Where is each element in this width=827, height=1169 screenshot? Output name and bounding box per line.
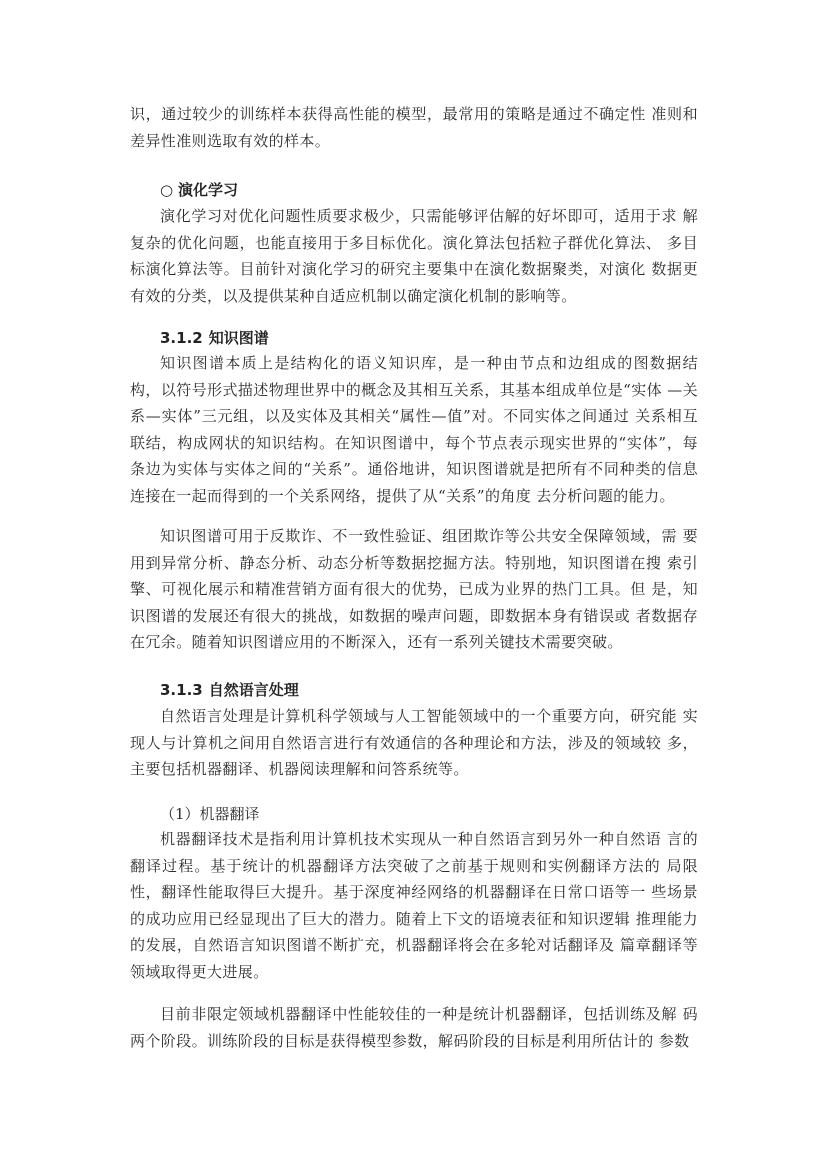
paragraph-evolutionary-learning: 演化学习对优化问题性质要求极少，只需能够评估解的好坏即可，适用于求 解复杂的优化问题，也能直接用于多目标优化。演化算法包括粒子群优化算法、 多目标演化算法等。目前针对演化学习的研究主要集中在演化数据聚类，对演化 数据更有效的分类，以及提供某种自适应机制以确定演化机制的影响等。 [130, 207, 698, 305]
paragraph-machine-translation: 机器翻译技术是指利用计算机技术实现从一种自然语言到另外一种自然语 言的翻译过程。基于统计的机器翻译方法突破了之前基于规则和实例翻译方法的 局限性，翻译性能取得巨大提升。基于深度神经网络的机器翻译在日常口语等一 些场景的成功应用已经显现出了巨大的潜力。随着上下文的语境表征和知识逻辑 推理能力的发展，自然语言知识图谱不断扩充，机器翻译将会在多轮对话翻译及 篇章翻译等领域取得更大进展。 [130, 830, 698, 981]
section-number: 3.1.2 [160, 329, 203, 347]
paragraph-nlp-definition: 自然语言处理是计算机科学领域与人工智能领域中的一个重要方向，研究能 实现人与计算机之间用自然语言进行有效通信的各种理论和方法，涉及的领域较 多，主要包括机器翻译、机器阅读理解和问答系统等。 [130, 707, 698, 778]
paragraph-statistical-mt: 目前非限定领域机器翻译中性能较佳的一种是统计机器翻译，包括训练及解 码两个阶段。训练阶段的目标是获得模型参数，解码阶段的目标是利用所估计的 参数 [130, 1005, 698, 1050]
heading-knowledge-graph [160, 326, 269, 350]
heading-text: 自然语言处理 [208, 681, 299, 699]
heading-natural-language-processing [160, 678, 299, 702]
subheading-machine-translation: （1）机器翻译 [160, 805, 260, 823]
paragraph-knowledge-graph-applications: 知识图谱可用于反欺诈、不一致性验证、组团欺诈等公共安全保障领域，需 要用到异常分析、静态分析、动态分析等数据挖掘方法。特别地，知识图谱在搜 索引擎、可视化展示和精准营销方面有很大的优势，已成为业界的热门工具。但 是，知识图谱的发展还有很大的挑战，如数据的噪声问题，即数据本身有错误或 者数据存在冗余。随着知识图谱应用的不断深入，还有一系列关键技术需要突破。 [130, 527, 698, 651]
heading-evolutionary-learning [160, 178, 238, 202]
bullet-circle-icon: ○ [160, 181, 174, 199]
heading-text: 知识图谱 [208, 329, 269, 347]
heading-text: 演化学习 [178, 181, 239, 199]
paragraph-active-learning-end: 识，通过较少的训练样本获得高性能的模型，最常用的策略是通过不确定性 准则和差异性准则选取有效的样本。 [130, 105, 698, 150]
paragraph-knowledge-graph-definition: 知识图谱本质上是结构化的语义知识库，是一种由节点和边组成的图数据结 构，以符号形式描述物理世界中的概念及其相互关系，其基本组成单位是“实体 —关系—实体”三元组，以及实体及其相关“属性—值”对。不同实体之间通过 关系相互联结，构成网状的知识结构。在知识图谱中，每个节点表示现实世界的“实体”，每条边为实体与实体之间的“关系”。通俗地讲，知识图谱就是把所有不同种类的信息连接在一起而得到的一个关系网络，提供了从“关系”的角度 去分析问题的能力。 [130, 354, 698, 505]
section-number: 3.1.3 [160, 681, 203, 699]
